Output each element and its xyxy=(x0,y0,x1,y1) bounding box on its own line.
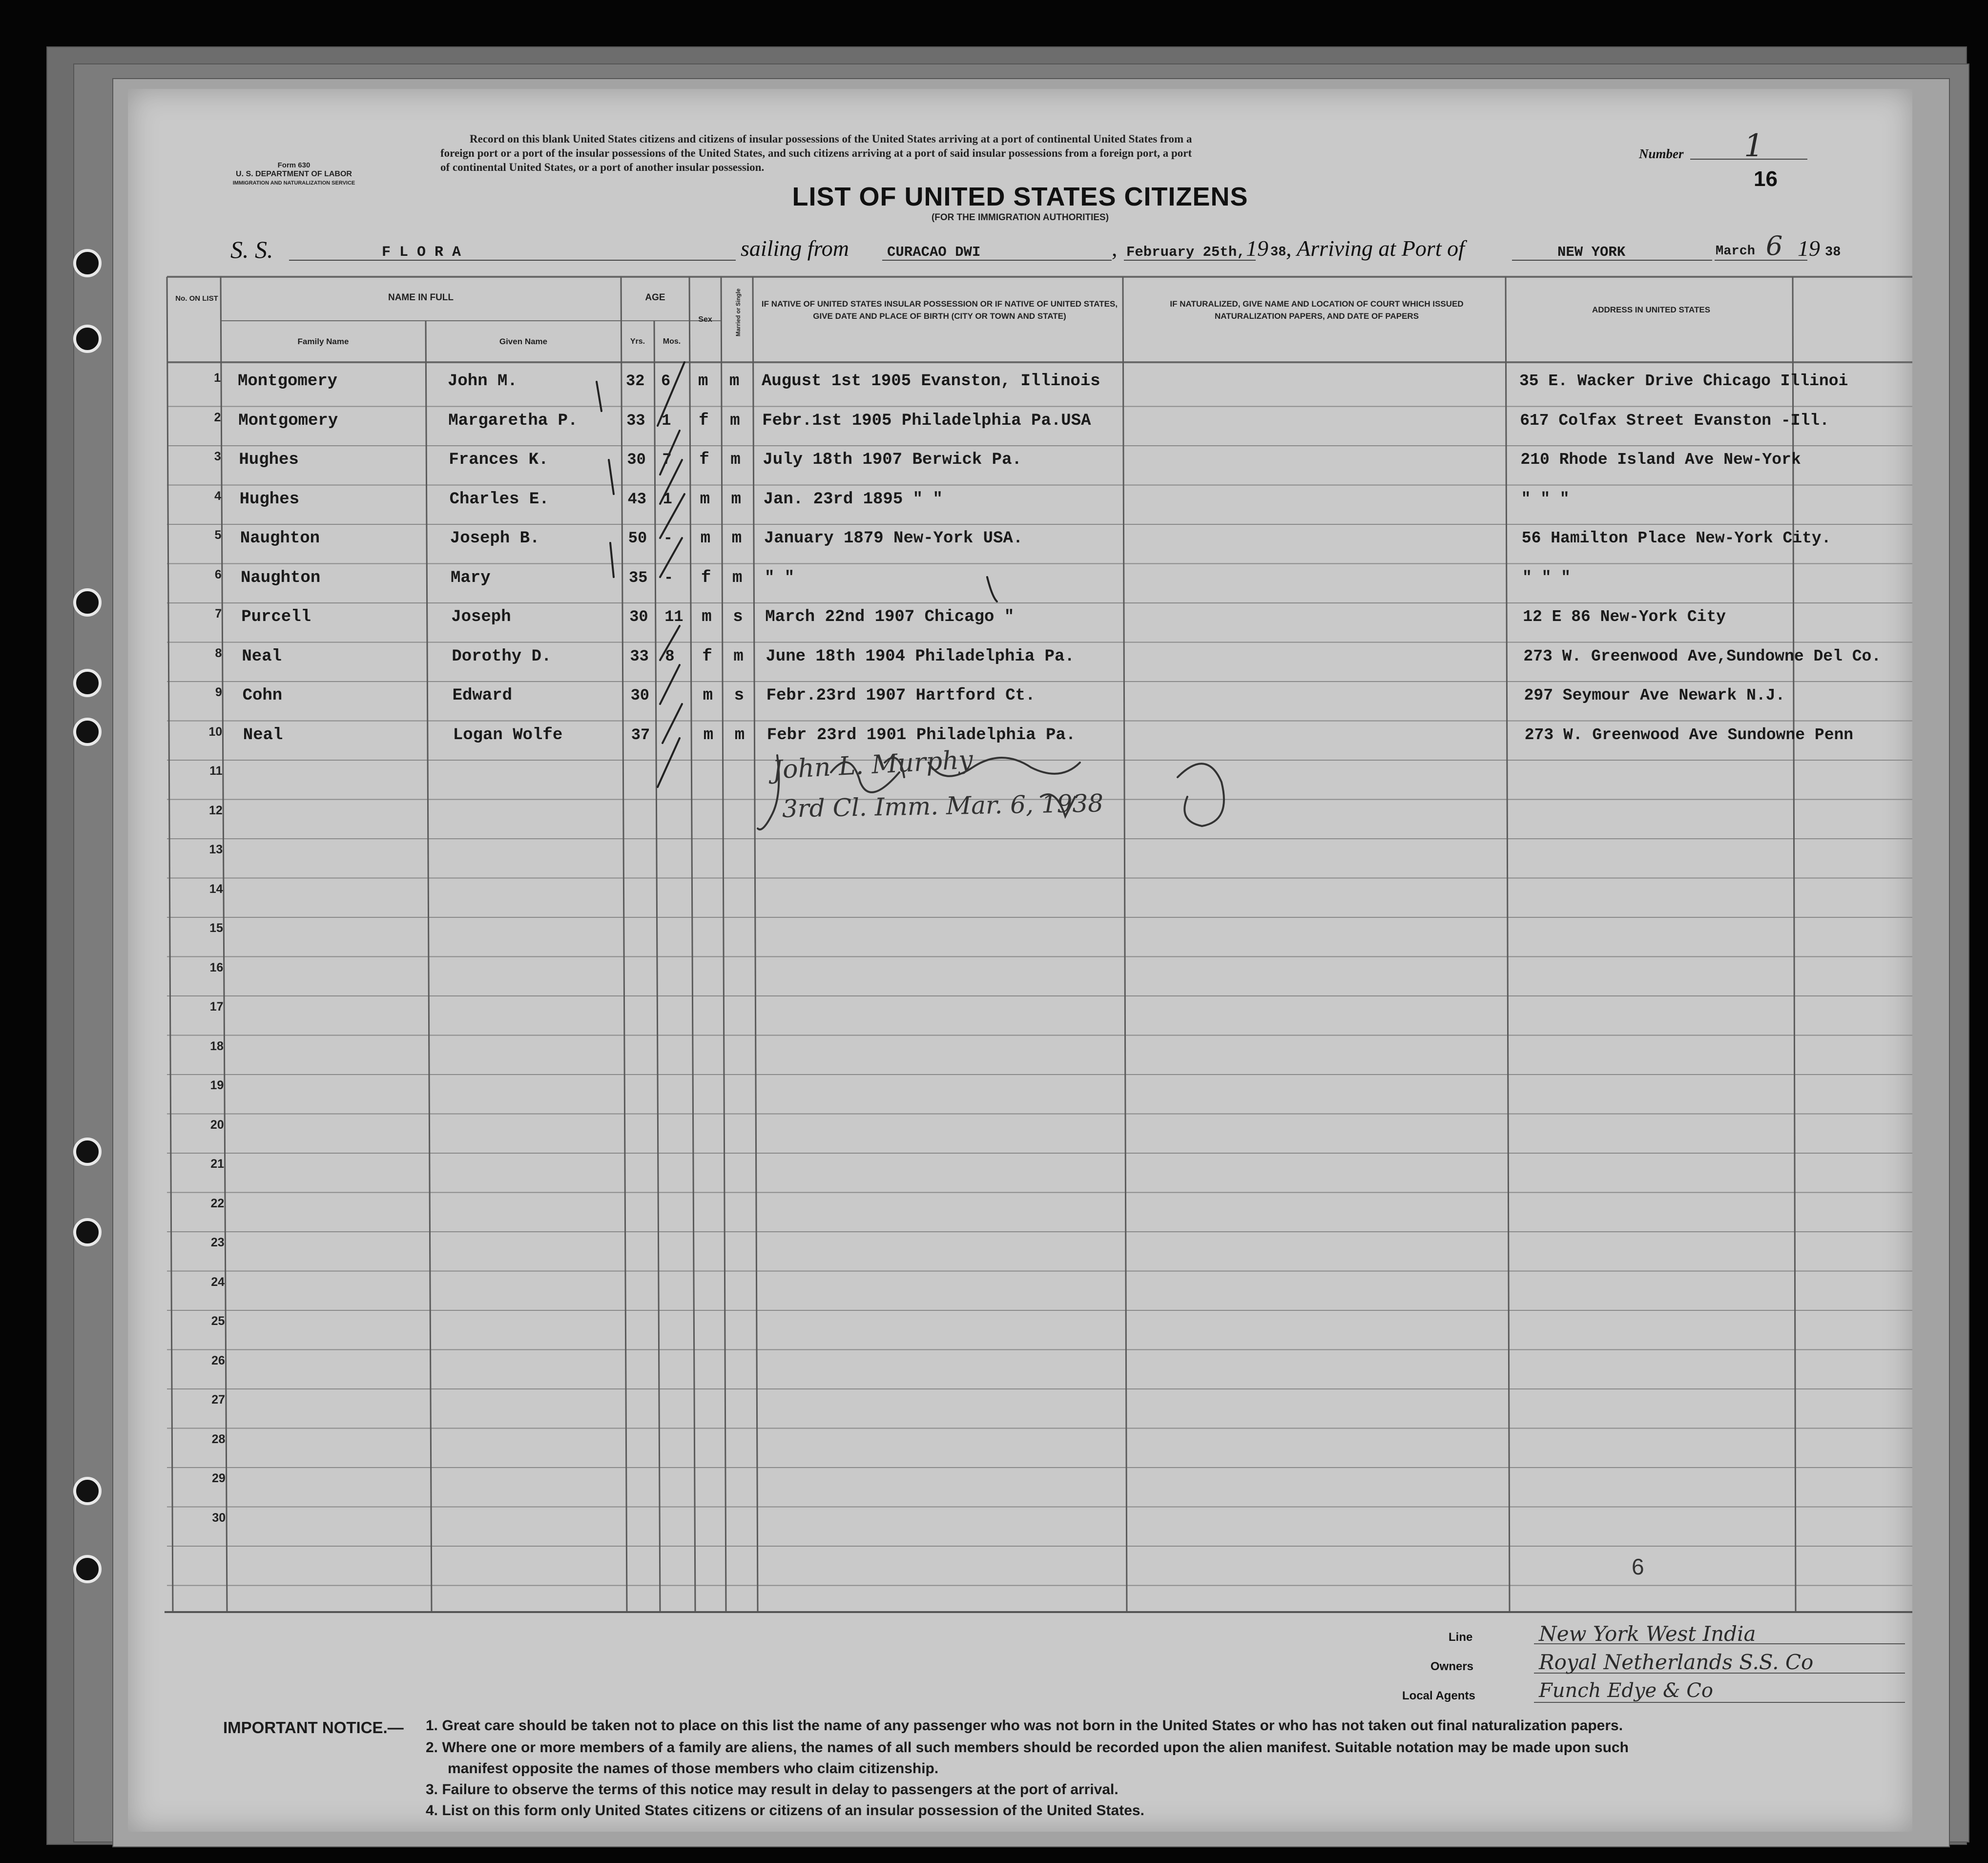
service-name: IMMIGRATION AND NATURALIZATION SERVICE xyxy=(232,180,355,186)
col-name-in-full: NAME IN FULL xyxy=(388,292,454,303)
row-number: 26 xyxy=(211,1353,225,1367)
family-name: Naughton xyxy=(241,568,321,587)
age-months: - xyxy=(664,568,674,587)
binder-hole xyxy=(73,1218,102,1246)
row-number: 14 xyxy=(209,882,223,896)
age-months: 8 xyxy=(665,647,675,665)
instruction-line: Record on this blank United States citizens and citizens of insular possessions of the United States arriving at a port of continental United States from a xyxy=(470,133,1192,145)
given-name: John M. xyxy=(448,372,518,391)
family-name: Purcell xyxy=(241,608,311,626)
important-notice-label: IMPORTANT NOTICE.— xyxy=(223,1718,404,1737)
sex: m xyxy=(702,608,712,626)
col-age: AGE xyxy=(645,292,665,303)
col-married-single: Married or Single xyxy=(735,288,742,337)
row-number: 9 xyxy=(215,685,222,699)
row-number: 29 xyxy=(211,1471,226,1485)
arrival-month: March xyxy=(1716,244,1756,259)
given-name: Logan Wolfe xyxy=(453,725,563,745)
address: " " " xyxy=(1521,490,1570,508)
given-name: Dorothy D. xyxy=(452,647,552,666)
sex: m xyxy=(700,529,711,548)
inspector-signature: John L. Murphy xyxy=(771,745,974,785)
birth-info: Jan. 23rd 1895 " " xyxy=(763,490,943,509)
family-name: Montgomery xyxy=(238,411,338,430)
marital-status: m xyxy=(731,529,742,548)
row-number: 30 xyxy=(212,1511,226,1525)
row-number: 6 xyxy=(214,567,222,581)
binder-hole xyxy=(73,1138,102,1166)
sex: f xyxy=(699,411,709,430)
departure-year: 38 xyxy=(1270,245,1286,260)
given-name: Edward xyxy=(452,686,513,705)
given-name: Frances K. xyxy=(449,451,549,469)
binder-hole xyxy=(73,325,102,353)
marital-status: m xyxy=(733,647,744,666)
col-mos: Mos. xyxy=(663,337,681,346)
notice-4: 4. List on this form only United States citizens or citizens of an insular possession of the United States. xyxy=(426,1802,1144,1819)
age-years: 30 xyxy=(627,451,646,469)
instruction-line: foreign port or a port of the insular possessions of the United States, and such citizens arriving at a port of said insular possessions from a foreign port, a port xyxy=(440,147,1192,159)
notice-3: 3. Failure to observe the terms of this notice may result in delay to passengers at the port of arrival. xyxy=(426,1781,1118,1798)
row-number: 8 xyxy=(215,646,222,660)
family-name: Naughton xyxy=(240,529,320,548)
birth-info: Febr 23rd 1901 Philadelphia Pa. xyxy=(766,725,1076,745)
age-years: 33 xyxy=(630,647,649,665)
marital-status: s xyxy=(733,608,743,626)
row-number: 10 xyxy=(208,724,223,739)
marital-status: s xyxy=(734,686,744,705)
row-number: 22 xyxy=(210,1196,225,1210)
age-months: - xyxy=(663,529,673,547)
address: " " " xyxy=(1522,568,1571,587)
form-number: Form 630 xyxy=(277,161,311,169)
birth-info: " " xyxy=(765,568,795,587)
row-number: 1 xyxy=(214,371,221,385)
row-number: 24 xyxy=(211,1275,225,1289)
sex: f xyxy=(699,451,709,469)
address: 56 Hamilton Place New-York City. xyxy=(1521,529,1831,547)
arrival-port: NEW YORK xyxy=(1557,244,1626,260)
number-value: 1 xyxy=(1744,128,1764,164)
row-number: 11 xyxy=(209,764,223,778)
owners-value: Royal Netherlands S.S. Co xyxy=(1539,1650,1814,1674)
arrival-year: 38 xyxy=(1825,245,1841,260)
sheet-number: 16 xyxy=(1754,167,1778,191)
marital-status: m xyxy=(731,490,741,509)
row-number: 28 xyxy=(211,1432,226,1446)
row-number: 18 xyxy=(210,1039,224,1053)
col-naturalized: IF NATURALIZED, GIVE NAME AND LOCATION OF COURT WHICH ISSUED NATURALIZATION PAPERS, AND DATE OF PAPERS xyxy=(1170,299,1464,321)
col-given-name: Given Name xyxy=(499,337,548,346)
marital-status: m xyxy=(730,411,740,430)
age-months: 1 xyxy=(662,411,671,430)
page-subtitle: (FOR THE IMMIGRATION AUTHORITIES) xyxy=(931,212,1109,223)
row-number: 20 xyxy=(210,1118,224,1132)
row-number: 5 xyxy=(214,528,222,542)
family-name: Hughes xyxy=(239,451,299,469)
sex: m xyxy=(703,725,714,745)
arrival-day: 6 xyxy=(1766,230,1783,261)
arrival-year-prefix: 19 xyxy=(1798,236,1820,261)
age-years: 37 xyxy=(631,725,650,744)
row-number: 17 xyxy=(209,1000,224,1014)
given-name: Joseph B. xyxy=(450,529,540,548)
sex: f xyxy=(702,647,712,666)
address: 12 E 86 New-York City xyxy=(1523,608,1726,626)
age-months: 1 xyxy=(663,490,672,508)
row-number: 15 xyxy=(209,921,223,935)
binder-hole xyxy=(73,718,102,746)
row-number: 12 xyxy=(209,803,223,817)
manifest-sheet xyxy=(128,89,1912,1832)
ss-label: S. S. xyxy=(230,236,273,263)
age-months: 11 xyxy=(664,608,683,626)
row-number: 16 xyxy=(209,960,224,974)
family-name: Neal xyxy=(243,725,283,745)
address: 210 Rhode Island Ave New-York xyxy=(1520,451,1801,469)
row-number: 21 xyxy=(210,1157,224,1171)
birth-info: Febr.23rd 1907 Hartford Ct. xyxy=(766,686,1035,705)
birth-info: June 18th 1904 Philadelphia Pa. xyxy=(766,647,1075,666)
owners-label: Owners xyxy=(1430,1660,1474,1673)
age-months: 6 xyxy=(661,372,671,390)
col-sex: Sex xyxy=(698,315,712,324)
age-years: 33 xyxy=(626,411,645,430)
page-mark: 6 xyxy=(1632,1554,1644,1579)
department-name: U. S. DEPARTMENT OF LABOR xyxy=(236,170,352,178)
marital-status: m xyxy=(734,725,745,745)
notice-2: 2. Where one or more members of a family are aliens, the names of all such members should be recorded upon the alien manifest. Suitable notation may be made upon such xyxy=(426,1739,1629,1756)
row-number: 3 xyxy=(214,450,221,463)
binder-hole xyxy=(73,588,102,617)
birth-info: August 1st 1905 Evanston, Illinois xyxy=(762,372,1100,391)
row-number: 27 xyxy=(211,1393,226,1407)
family-name: Cohn xyxy=(242,686,283,705)
address: 273 W. Greenwood Ave,Sundowne Del Co. xyxy=(1523,647,1882,665)
line-label: Line xyxy=(1449,1631,1473,1644)
given-name: Margaretha P. xyxy=(448,411,578,430)
row-number: 4 xyxy=(214,489,222,503)
col-birth: IF NATIVE OF UNITED STATES INSULAR POSSESSION OR IF NATIVE OF UNITED STATES, GIVE DATE AND PLACE OF BIRTH (CITY OR TOWN AND STATE) xyxy=(761,299,1118,321)
address: 35 E. Wacker Drive Chicago Illinoi xyxy=(1519,372,1848,390)
age-months: 7 xyxy=(662,451,672,469)
given-name: Charles E. xyxy=(449,490,549,509)
family-name: Montgomery xyxy=(238,372,338,391)
departure-date: February 25th, xyxy=(1126,244,1245,260)
col-family-name: Family Name xyxy=(297,337,349,346)
sex: f xyxy=(701,568,711,587)
number-label: Number xyxy=(1639,146,1684,161)
line-value: New York West India xyxy=(1539,1622,1756,1646)
marital-status: m xyxy=(730,451,741,469)
row-number: 25 xyxy=(211,1314,225,1328)
marital-status: m xyxy=(732,568,743,587)
address: 297 Seymour Ave Newark N.J. xyxy=(1524,686,1785,704)
birth-info: July 18th 1907 Berwick Pa. xyxy=(763,451,1022,469)
notice-2-continued: manifest opposite the names of those members who claim citizenship. xyxy=(448,1760,939,1777)
marital-status: m xyxy=(729,372,740,391)
age-years: 43 xyxy=(627,490,646,508)
age-years: 32 xyxy=(626,372,645,390)
sex: m xyxy=(700,490,710,509)
row-number: 7 xyxy=(215,607,222,621)
departure-year-prefix: 19 xyxy=(1246,236,1268,261)
birth-info: Febr.1st 1905 Philadelphia Pa.USA xyxy=(762,411,1091,430)
binder-hole xyxy=(73,1477,102,1505)
sex: m xyxy=(698,372,708,391)
origin-port: CURACAO DWI xyxy=(887,244,981,260)
ship-name: F L O R A xyxy=(382,244,461,261)
age-years: 35 xyxy=(629,568,648,587)
given-name: Mary xyxy=(451,568,491,587)
family-name: Neal xyxy=(242,647,282,666)
age-years: 50 xyxy=(628,529,647,547)
col-yrs: Yrs. xyxy=(630,337,645,346)
sex: m xyxy=(703,686,713,705)
inspector-annotation: 3rd Cl. Imm. Mar. 6, 1938 xyxy=(782,789,1104,823)
handwritten-marks xyxy=(128,89,1912,1832)
notice-1: 1. Great care should be taken not to place on this list the name of any passenger who was not born in the United States or who has not taken out final naturalization papers. xyxy=(426,1718,1623,1734)
birth-info: March 22nd 1907 Chicago " xyxy=(765,608,1015,626)
page-title: LIST OF UNITED STATES CITIZENS xyxy=(792,182,1248,211)
binder-hole xyxy=(73,1555,102,1583)
binder-hole xyxy=(73,249,102,277)
row-number: 23 xyxy=(210,1236,225,1249)
address: 617 Colfax Street Evanston -Ill. xyxy=(1520,411,1829,430)
instruction-line: of continental United States, or a port of another insular possession. xyxy=(440,161,765,173)
given-name: Joseph xyxy=(451,608,511,626)
arriving-label: , Arriving at Port of xyxy=(1286,236,1465,261)
age-years: 30 xyxy=(629,608,648,626)
birth-info: January 1879 New-York USA. xyxy=(764,529,1023,548)
row-number: 13 xyxy=(209,843,223,856)
col-address: ADDRESS IN UNITED STATES xyxy=(1592,305,1711,314)
comma: , xyxy=(1112,236,1118,261)
local-agents-value: Funch Edye & Co xyxy=(1539,1679,1713,1702)
row-number: 2 xyxy=(214,410,221,424)
row-number: 19 xyxy=(210,1078,224,1092)
sailing-from-label: sailing from xyxy=(741,236,849,261)
local-agents-label: Local Agents xyxy=(1402,1689,1475,1702)
col-no-on-list: No. ON LIST xyxy=(175,294,218,303)
family-name: Hughes xyxy=(239,490,300,509)
age-years: 30 xyxy=(630,686,649,704)
binder-hole xyxy=(73,669,102,697)
address: 273 W. Greenwood Ave Sundowne Penn xyxy=(1524,725,1854,744)
